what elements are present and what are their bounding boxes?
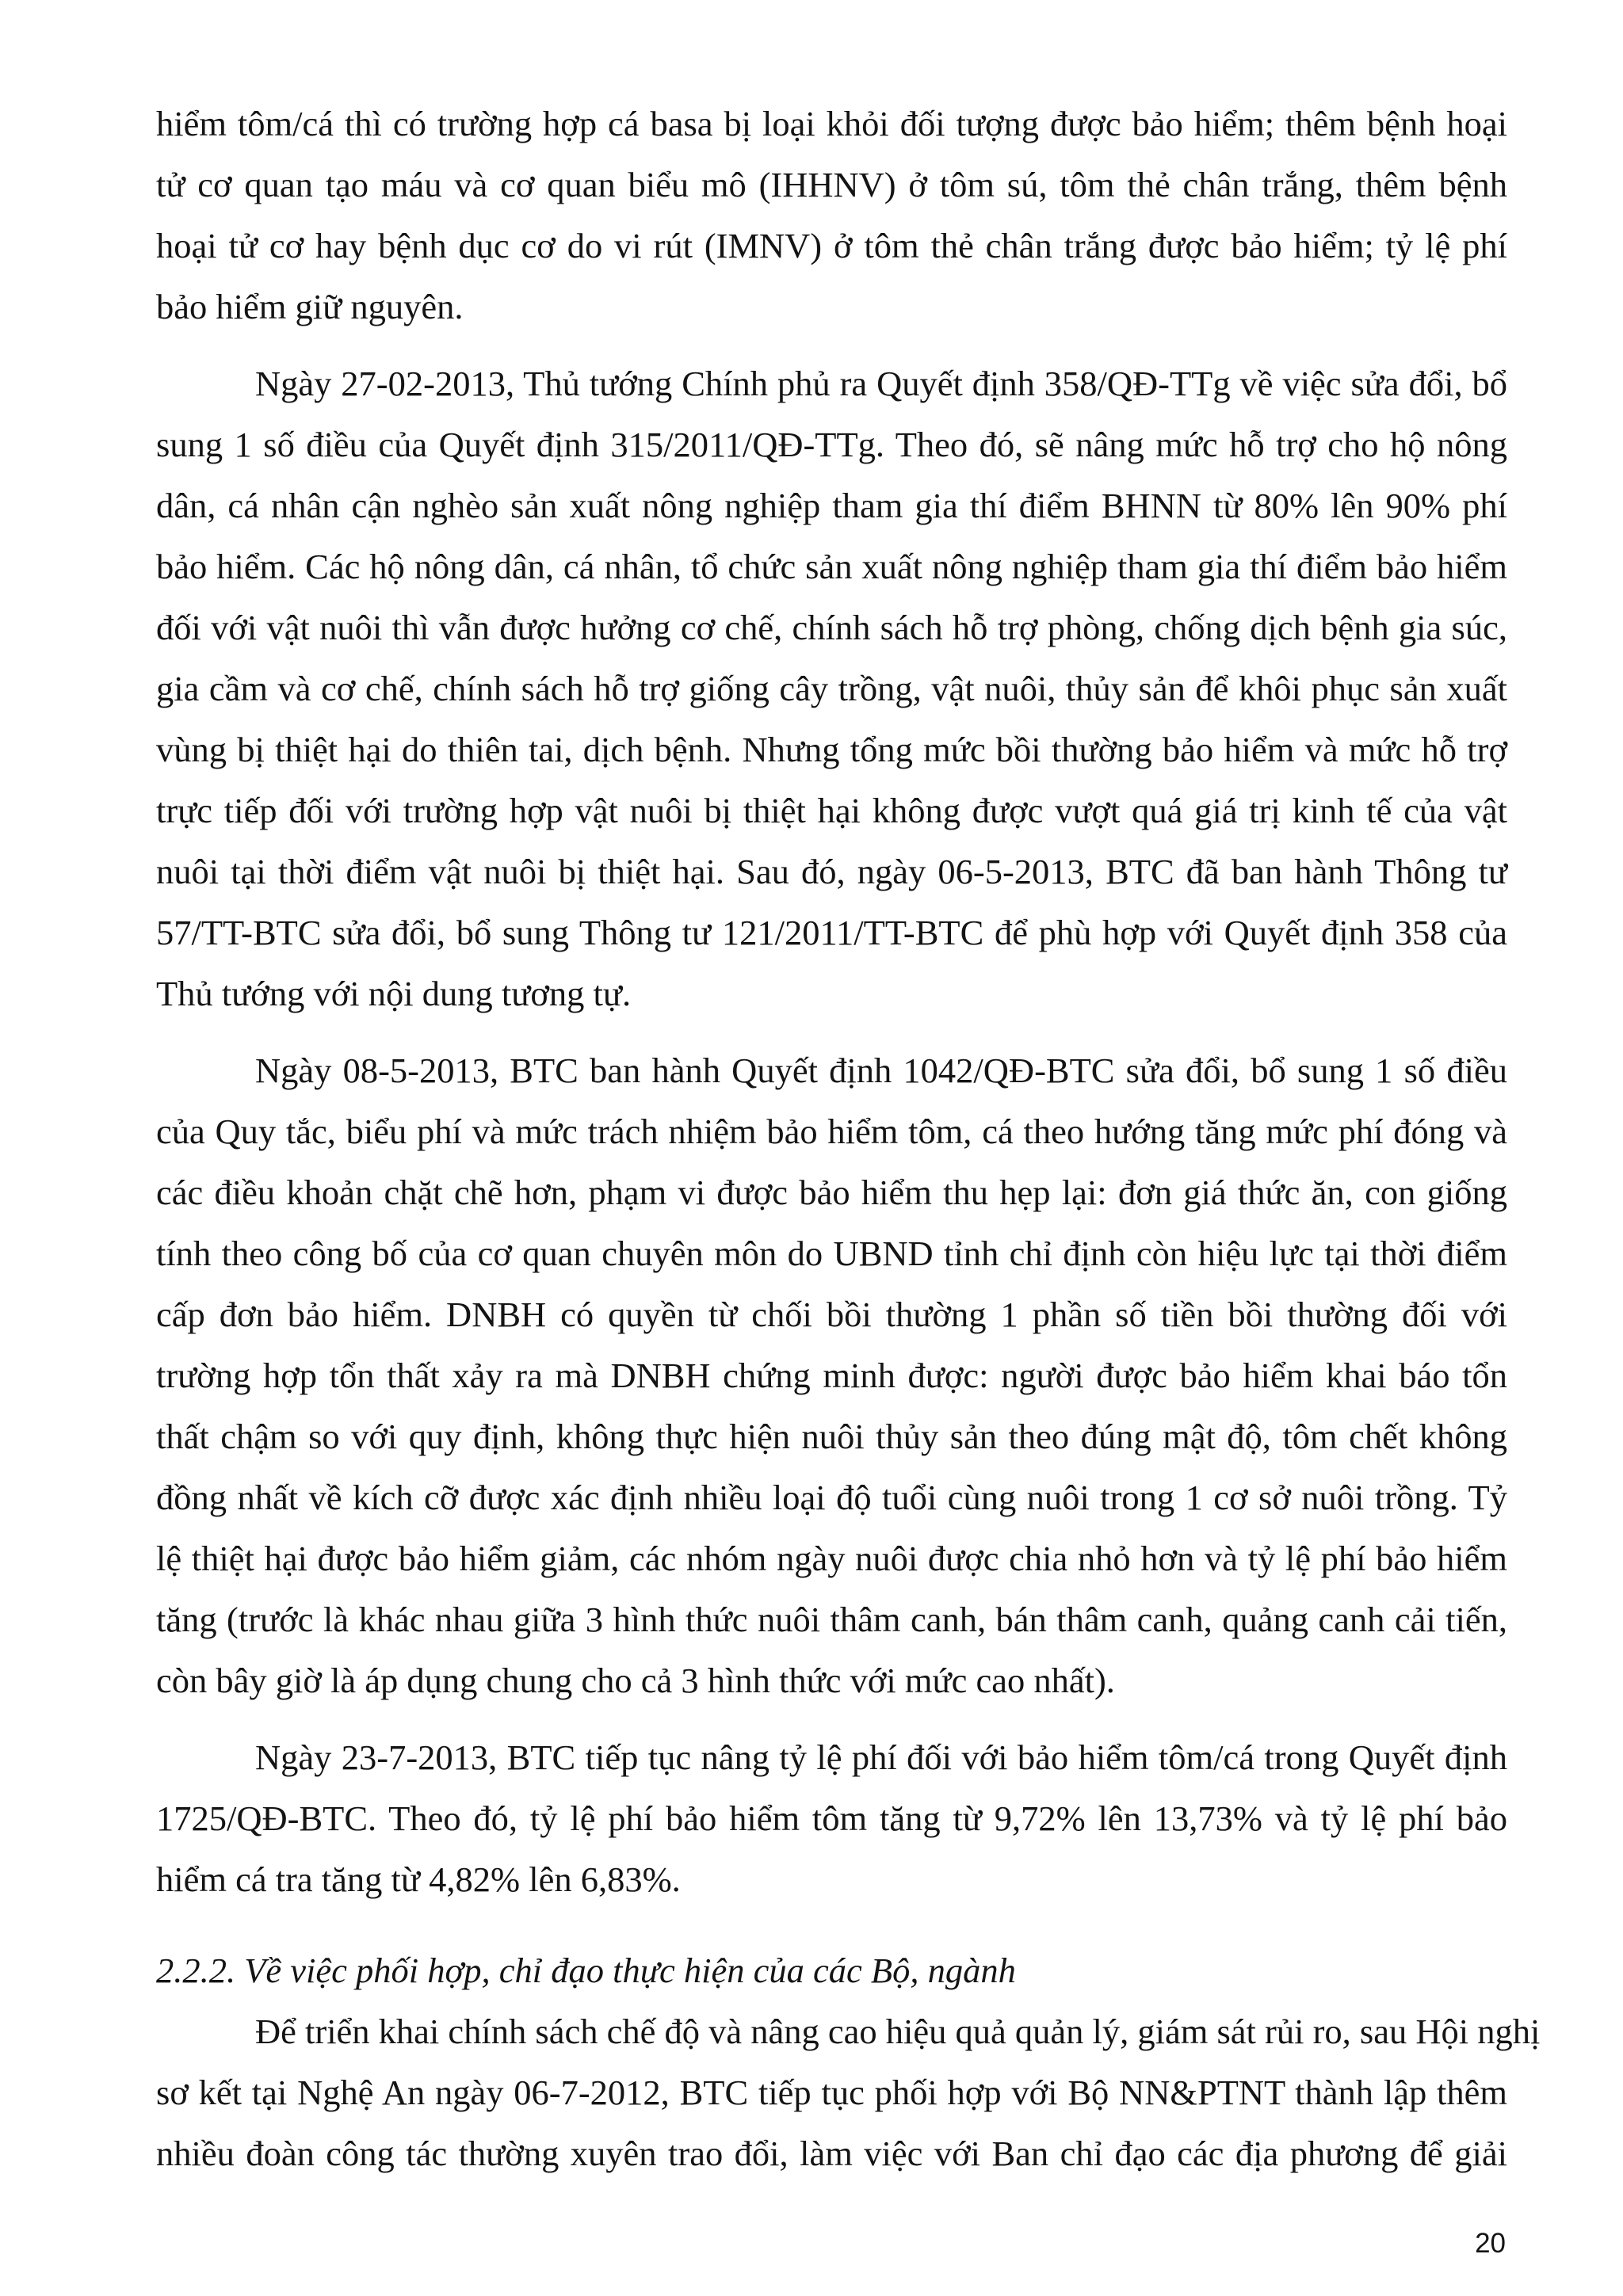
text-line: của Quy tắc, biểu phí và mức trách nhiệm bảo hiểm tôm, cá theo hướng tăng mức phí đóng và [156,1112,1507,1151]
text-line: hiểm tôm/cá thì có trường hợp cá basa bị loại khỏi đối tượng được bảo hiểm; thêm bệnh hoại [156,104,1507,143]
section-heading: 2.2.2. Về việc phối hợp, chỉ đạo thực hiện của các Bộ, ngành [156,1951,1016,1990]
text-line: cấp đơn bảo hiểm. DNBH có quyền từ chối bồi thường 1 phần số tiền bồi thường đối với [156,1295,1507,1334]
paragraph [156,2001,1541,2184]
text-line: trường hợp tổn thất xảy ra mà DNBH chứng minh được: người được bảo hiểm khai báo tổn [156,1356,1507,1395]
paragraph [156,353,1507,1024]
text-line: bảo hiểm. Các hộ nông dân, cá nhân, tổ chức sản xuất nông nghiệp tham gia thí điểm bảo hiểm [156,547,1507,586]
text-line: tăng (trước là khác nhau giữa 3 hình thức nuôi thâm canh, bán thâm canh, quảng canh cải tiến, [156,1600,1507,1639]
text-line: hoại tử cơ hay bệnh dục cơ do vi rút (IMNV) ở tôm thẻ chân trắng được bảo hiểm; tỷ lệ phí [156,226,1507,265]
paragraph [156,93,1507,338]
text-line: nhiều đoàn công tác thường xuyên trao đổi, làm việc với Ban chỉ đạo các địa phương để giải [156,2134,1507,2173]
text-line: trực tiếp đối với trường hợp vật nuôi bị thiệt hại không được vượt quá giá trị kinh tế của vật [156,791,1507,830]
text-line: 1725/QĐ-BTC. Theo đó, tỷ lệ phí bảo hiểm tôm tăng từ 9,72% lên 13,73% và tỷ lệ phí bảo [156,1798,1507,1838]
text-line: Ngày 08-5-2013, BTC ban hành Quyết định 1042/QĐ-BTC sửa đổi, bổ sung 1 số điều [255,1051,1507,1090]
text-line: Ngày 23-7-2013, BTC tiếp tục nâng tỷ lệ phí đối với bảo hiểm tôm/cá trong Quyết định [255,1737,1507,1777]
text-line: hiểm cá tra tăng từ 4,82% lên 6,83%. [156,1859,681,1899]
paragraph [156,1040,1507,1711]
text-line: lệ thiệt hại được bảo hiểm giảm, các nhóm ngày nuôi được chia nhỏ hơn và tỷ lệ phí bảo hiểm [156,1539,1507,1578]
text-line: 57/TT-BTC sửa đổi, bổ sung Thông tư 121/2011/TT-BTC để phù hợp với Quyết định 358 của [156,913,1507,952]
page-number: 20 [1475,2228,1506,2259]
text-line: Để triển khai chính sách chế độ và nâng cao hiệu quả quản lý, giám sát rủi ro, sau Hội nghị [255,2012,1541,2051]
text-line: vùng bị thiệt hại do thiên tai, dịch bệnh. Nhưng tổng mức bồi thường bảo hiểm và mức hỗ trợ [156,730,1507,769]
text-line: thất chậm so với quy định, không thực hiện nuôi thủy sản theo đúng mật độ, tôm chết không [156,1417,1507,1456]
text-line: còn bây giờ là áp dụng chung cho cả 3 hình thức với mức cao nhất). [156,1661,1115,1700]
text-line: sung 1 số điều của Quyết định 315/2011/QĐ-TTg. Theo đó, sẽ nâng mức hỗ trợ cho hộ nông [156,425,1507,464]
text-line: các điều khoản chặt chẽ hơn, phạm vi được bảo hiểm thu hẹp lại: đơn giá thức ăn, con giống [156,1173,1507,1212]
text-line: nuôi tại thời điểm vật nuôi bị thiệt hại. Sau đó, ngày 06-5-2013, BTC đã ban hành Thông tư [156,852,1507,891]
text-line: đồng nhất về kích cỡ được xác định nhiều loại độ tuổi cùng nuôi trong 1 cơ sở nuôi trồng. Tỷ [156,1478,1507,1517]
text-line: bảo hiểm giữ nguyên. [156,287,464,326]
text-line: Thủ tướng với nội dung tương tự. [156,974,632,1013]
text-line: dân, cá nhân cận nghèo sản xuất nông nghiệp tham gia thí điểm BHNN từ 80% lên 90% phí [156,486,1507,525]
text-line: tính theo công bố của cơ quan chuyên môn do UBND tỉnh chỉ định còn hiệu lực tại thời điểm [156,1234,1507,1273]
text-line: tử cơ quan tạo máu và cơ quan biểu mô (IHHNV) ở tôm sú, tôm thẻ chân trắng, thêm bệnh [156,165,1507,204]
paragraph [156,1727,1507,1910]
text-line: sơ kết tại Nghệ An ngày 06-7-2012, BTC tiếp tục phối hợp với Bộ NN&PTNT thành lập thêm [156,2073,1507,2112]
text-line: Ngày 27-02-2013, Thủ tướng Chính phủ ra Quyết định 358/QĐ-TTg về việc sửa đổi, bổ [255,364,1507,403]
text-line: đối với vật nuôi thì vẫn được hưởng cơ chế, chính sách hỗ trợ phòng, chống dịch bệnh gia súc, [156,608,1507,647]
page-body [156,93,1541,2200]
text-line: gia cầm và cơ chế, chính sách hỗ trợ giống cây trồng, vật nuôi, thủy sản để khôi phục sản xuất [156,669,1507,708]
